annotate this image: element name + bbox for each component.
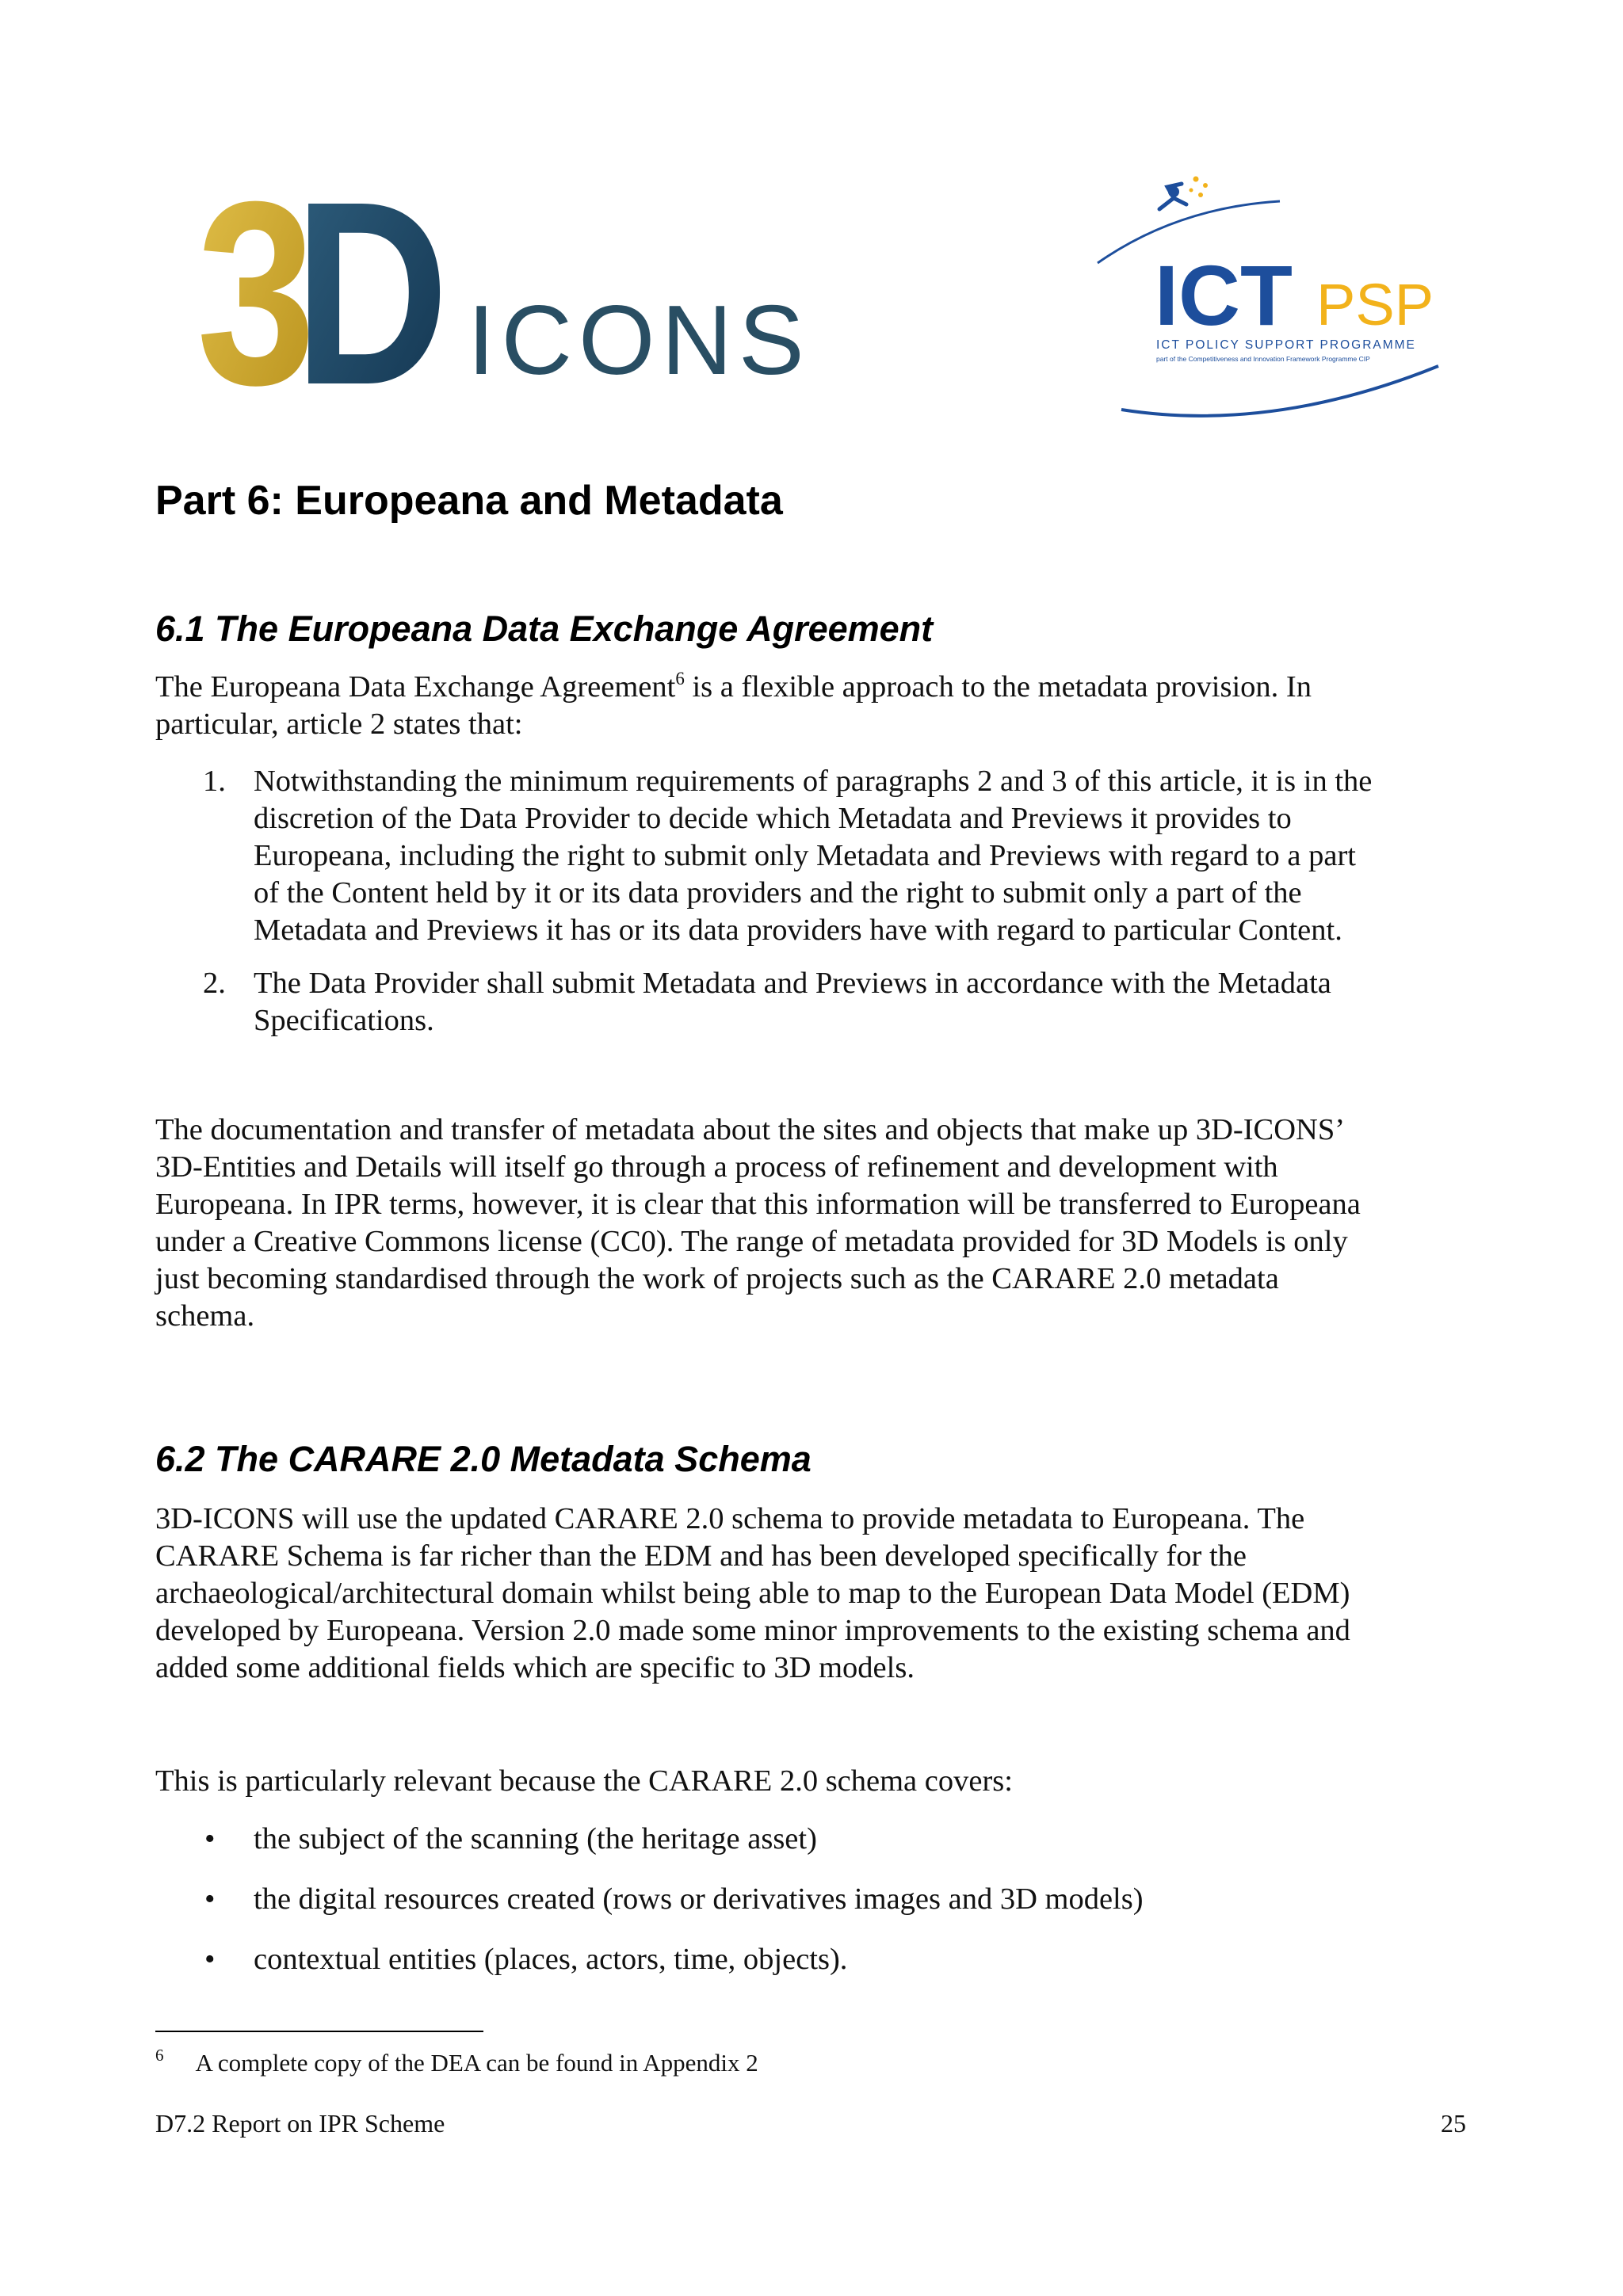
section-6-1-paragraph [155, 1112, 1479, 1335]
list-item-line: discretion of the Data Provider to decide which Metadata and Previews it provides to [254, 802, 1292, 835]
intro-text-cont: is a flexible approach to the metadata provision. In [684, 670, 1312, 704]
section-6-2-paragraph [155, 1501, 1479, 1687]
footnote [155, 2039, 758, 2079]
svg-text:3: 3 [197, 176, 316, 398]
list-item-line: Notwithstanding the minimum requirements of paragraphs 2 and 3 of this article, it is in the [254, 765, 1373, 798]
bullet-icon: • [204, 1943, 216, 1976]
coverage-list [155, 1821, 1487, 2001]
footer-page-number: 25 [1441, 2109, 1466, 2138]
list-item-line: of the Content held by it or its data providers and the right to submit only a part of the [254, 876, 1302, 910]
runner-icon [1159, 184, 1186, 209]
ict-psp-logo [1090, 168, 1454, 429]
list-item-text: the subject of the scanning (the heritage asset) [254, 1822, 817, 1855]
paragraph-line: archaeological/architectural domain whilst being able to map to the European Data Model (EDM) [155, 1577, 1350, 1610]
paragraph-line: CARARE Schema is far richer than the EDM and has been developed specifically for the [155, 1539, 1247, 1573]
footnote-number: 6 [155, 2046, 164, 2065]
section-heading-6-1: 6.1 The Europeana Data Exchange Agreement [155, 608, 934, 649]
footer-doc-title: D7.2 Report on IPR Scheme [155, 2109, 445, 2138]
list-item-number: 1. [203, 765, 226, 798]
paragraph-line: schema. [155, 1299, 255, 1333]
3d-icons-logo [197, 176, 815, 398]
list-item-line: Metadata and Previews it has or its data providers have with regard to particular Content. [254, 913, 1342, 947]
list-item-line: Specifications. [254, 1004, 434, 1037]
list-item-line: The Data Provider shall submit Metadata and Previews in accordance with the Metadata [254, 967, 1331, 1000]
stars-icon [1190, 177, 1209, 198]
intro-text: The Europeana Data Exchange Agreement [155, 670, 676, 704]
footnote-text: A complete copy of the DEA can be found in Appendix 2 [195, 2049, 758, 2077]
paragraph-line: just becoming standardised through the work of projects such as the CARARE 2.0 metadata [155, 1262, 1279, 1295]
page-title: Part 6: Europeana and Metadata [155, 478, 783, 524]
list-item-number: 2. [203, 967, 226, 1000]
footnote-divider [155, 2031, 483, 2032]
section-6-2-lead: This is particularly relevant because the CARARE 2.0 schema covers: [155, 1764, 1013, 1798]
section-6-1-intro [155, 669, 1479, 743]
list-item [155, 763, 1487, 949]
section-heading-6-2: 6.2 The CARARE 2.0 Metadata Schema [155, 1439, 812, 1479]
bullet-icon: • [204, 1822, 216, 1855]
list-item [155, 1941, 1487, 1978]
paragraph-line: added some additional fields which are specific to 3D models. [155, 1651, 915, 1684]
intro-text-line2: particular, article 2 states that: [155, 707, 523, 741]
footnote-ref: 6 [675, 669, 685, 688]
list-item-text: contextual entities (places, actors, time, objects). [254, 1943, 848, 1976]
logo-3d-mark [197, 176, 449, 398]
paragraph-line: 3D-Entities and Details will itself go through a process of refinement and development with [155, 1150, 1278, 1184]
list-item [155, 1821, 1487, 1858]
paragraph-line: Europeana. In IPR terms, however, it is clear that this information will be transferred to Europeana [155, 1188, 1361, 1221]
logo-tagline: ICT POLICY SUPPORT PROGRAMME [1156, 338, 1416, 352]
list-item-line: Europeana, including the right to submit only Metadata and Previews with regard to a part [254, 839, 1356, 872]
logo-subline: part of the Competitiveness and Innovation Framework Programme CIP [1156, 355, 1370, 363]
logo-icons-wordmark: ICONS [468, 286, 811, 395]
paragraph-line: under a Creative Commons license (CC0). The range of metadata provided for 3D Models is only [155, 1225, 1348, 1258]
paragraph-line: 3D-ICONS will use the updated CARARE 2.0 schema to provide metadata to Europeana. The [155, 1502, 1305, 1535]
bullet-icon: • [204, 1882, 216, 1916]
list-item-text: the digital resources created (rows or derivatives images and 3D models) [254, 1882, 1144, 1916]
logo-psp-text: PSP [1316, 272, 1434, 338]
logo-ict-text: ICT [1155, 247, 1293, 343]
paragraph-line: developed by Europeana. Version 2.0 made some minor improvements to the existing schema and [155, 1614, 1350, 1647]
list-item [155, 965, 1487, 1039]
article-list [155, 763, 1487, 1055]
svg-text:D: D [294, 176, 449, 398]
list-item [155, 1881, 1487, 1918]
paragraph-line: The documentation and transfer of metadata about the sites and objects that make up 3D-ICONS’ [155, 1113, 1346, 1146]
